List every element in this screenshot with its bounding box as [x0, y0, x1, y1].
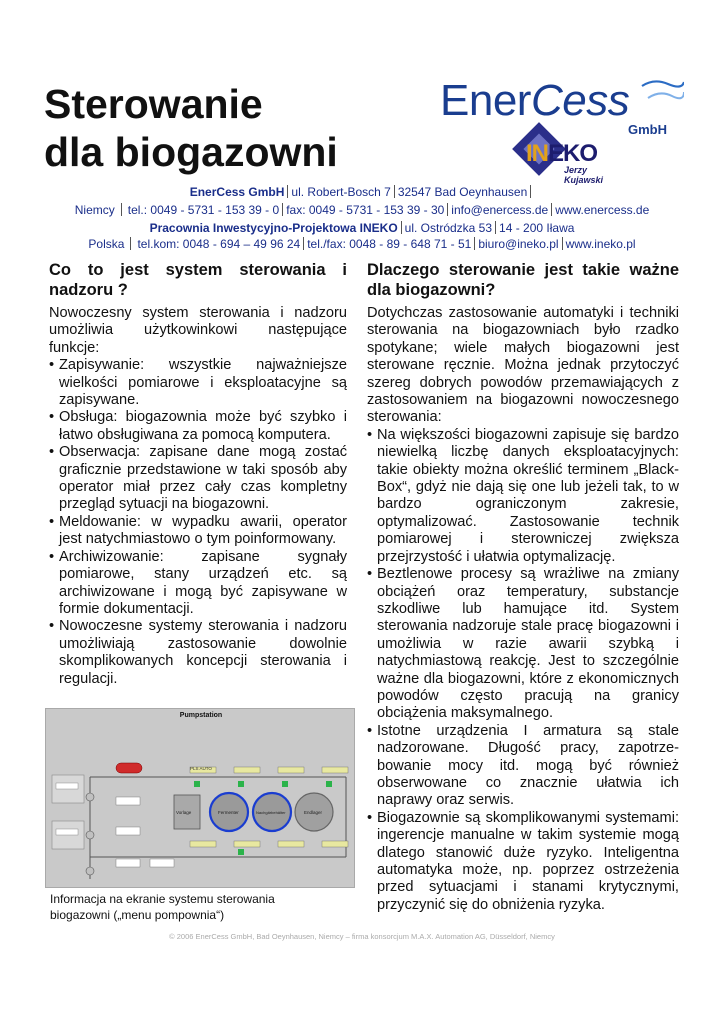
screen-label-fermenter: Fermenter: [218, 810, 239, 815]
left-heading: Co to jest system sterowania i nadzoru ?: [49, 261, 347, 299]
list-item: • Istotne urządzenia I armatura są stale nadzorowane. Długość pracy, zapotrze-bowanie mocy itd. mogą być również obserwowane co znacznie ułatwia ich naprawy oraz serwis.: [367, 722, 679, 809]
logo-word-ener: Ener: [440, 76, 531, 125]
list-item: • Archiwizowanie: zapisane sygnały pomiarowe, stany urządzeń etc. są archiwizowane i mogą być zapisywane w formie dokumentacji.: [49, 548, 347, 617]
screen-label-endlager: Endlager: [304, 810, 323, 815]
list-item: • Zapisywanie: wszystkie najważniejsze wielkości pomiarowe i eksploatacyjne są zapisywane.: [49, 357, 347, 409]
right-bullet-list: [367, 427, 679, 914]
title-line-2: dla biogazowni: [44, 129, 338, 175]
pumpstation-diagram: [46, 709, 356, 889]
logo-ineko-eko: EKO: [548, 140, 598, 167]
contact-line-3: Pracownia Inwestycyjno-Projektowa INEKO ul. Ostródzka 53 14 - 200 Iława: [149, 221, 575, 235]
list-item: • Meldowanie: w wypadku awarii, operator jest natychmiastowo o tym poinformowany.: [49, 513, 347, 548]
left-column: [49, 260, 347, 688]
screenshot-caption: Informacja na ekranie systemu sterowania biogazowni („menu pompownia“): [50, 892, 275, 922]
email-link-ineko[interactable]: biuro@ineko.pl: [478, 237, 559, 251]
contact-line-1: EnerCess GmbH ul. Robert-Bosch 7 32547 Bad Oeynhausen: [0, 183, 724, 202]
ineko-logo: [516, 128, 626, 185]
screen-title: Pumpstation: [179, 712, 223, 719]
page-title: [44, 80, 338, 176]
logo-ineko-in: IN: [526, 140, 548, 167]
logo-ineko-sub: Jerzy Kujawski: [564, 165, 604, 185]
list-item: • Biogazownie są skomplikowanymi systemami: ingerencje manualne w takim systemie mogą dlatego stanowić duże ryzyko. Inteligentna automatyka może, np. poprzez ostrzeżenia przed sytuacjami i stanami krytycznymi, przyczynić się do obniżenia ryzyka.: [367, 809, 679, 913]
web-link-enercess[interactable]: www.enercess.de: [555, 203, 650, 217]
left-bullet-list: [49, 357, 347, 688]
list-item: • Obsługa: biogazownia może być szybko i łatwo obsługiwana za pomocą komputera.: [49, 409, 347, 443]
screen-label-nachgaer: Nachgärbehälter: [256, 810, 286, 815]
right-intro: Dotychczas zastosowanie automatyki i techniki sterowania na biogazowniach było rzadko spotykane; wiele małych biogazowni jest sterowane ręcznie. Można jednak przytoczyć szereg dobrych powodów przemawiających z zastosowaniem na biogazowni nowoczesnego sterowania:: [367, 305, 679, 426]
wave-icon: [640, 78, 684, 106]
left-intro: Nowoczesny system sterowania i nadzoru umożliwia użytkowinkowi następujące funkcje:: [49, 305, 347, 356]
logo-gmbh: GmbH: [628, 122, 667, 137]
title-line-1: Sterowanie: [44, 81, 263, 127]
list-item: • Na większości biogazowni zapisuje się bardzo niewielką liczbę danych eksploatacyjnych: takie obiekty można określić terminem „Black-Box“, gdyż nie dają się one lub jeżeli tak, to w bardzo ograniczonym zakresie, optymalizować. Zastosowanie technik pomiarowej i sterowniczej zwiększa przejrzystość i ułatwia optymalizację.: [367, 426, 679, 565]
email-link-enercess[interactable]: info@enercess.de: [451, 203, 549, 217]
screen-label-pls: PLS AUTO: [190, 766, 212, 771]
list-item: • Nowoczesne systemy sterowania i nadzoru umożliwiają zastosowanie dowolnie skomplikowanych koncepcji sterowania i regulacji.: [49, 618, 347, 687]
contact-line-2: Niemcy tel.: 0049 - 5731 - 153 39 - 0 fax: 0049 - 5731 - 153 39 - 30 info@enercess.de www.enercess.de: [74, 203, 650, 217]
footer-copyright: © 2006 EnerCess GmbH, Bad Oeynhausen, Niemcy – firma konsorcjum M.A.X. Automation AG, Düsseldorf, Niemcy: [169, 932, 555, 941]
right-heading: Dlaczego sterowanie jest takie ważne dla biogazowni?: [367, 261, 679, 299]
pumpstation-screenshot: [45, 708, 355, 888]
screen-label-vorlage: Vorlage: [176, 810, 192, 815]
web-link-ineko[interactable]: www.ineko.pl: [565, 237, 636, 251]
logo-word-cess: Cess: [530, 76, 630, 125]
list-item: • Obserwacja: zapisane dane mogą zostać graficznie przedstawione w taki sposób aby operator miał przez cały czas kompletny przegląd sytuacji na biogazowni.: [49, 444, 347, 513]
right-column: [367, 260, 679, 914]
contact-line-4: Polska tel.kom: 0048 - 694 – 49 96 24 tel./fax: 0048 - 89 - 648 71 - 51 biuro@ineko.pl www.ineko.pl: [88, 237, 636, 251]
list-item: • Beztlenowe procesy są wrażliwe na zmiany obciążeń oraz temperatury, substancje szkodliwe lub hamujące itd. System sterowania nadzoruje stale pracę biogazowni i umożliwia w razie awarii szybką i natychmiastową reakcję. Jest to szczególnie ważne dla biogazowni, które z ekonomicznych powodów często pracują na granicy obciążenia maksymalnego.: [367, 566, 679, 722]
